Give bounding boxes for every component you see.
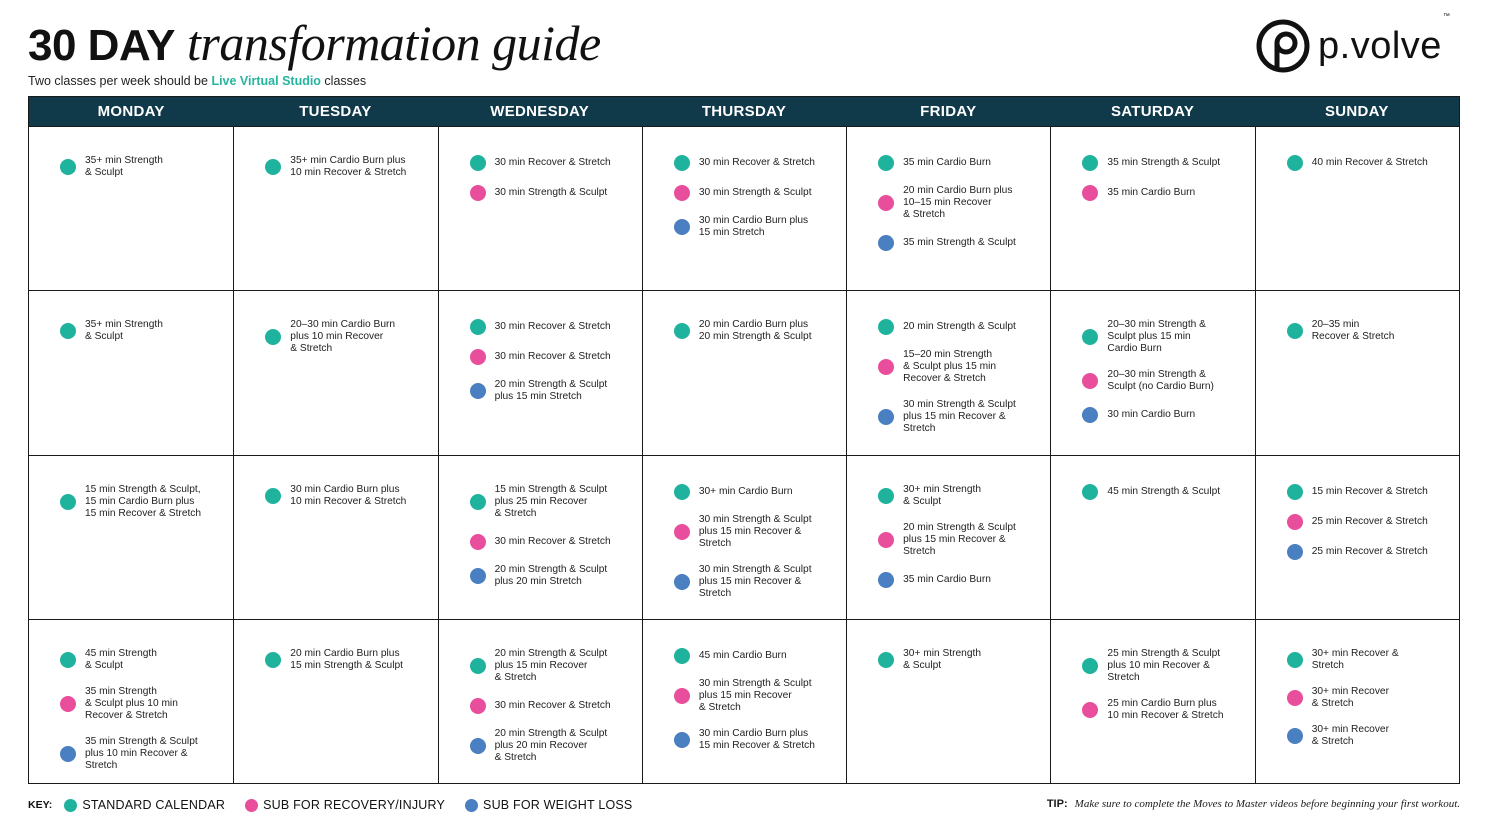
day-cell-week4-tuesday	[233, 619, 437, 783]
workout-text: 30 min Strength & Sculpt plus 15 min Recover & Stretch	[698, 513, 812, 549]
day-cell-week3-thursday	[642, 455, 846, 619]
workout-text: 30 min Strength & Sculpt plus 15 min Recover & Stretch	[698, 677, 812, 713]
workout-item	[265, 319, 427, 355]
key-text: STANDARD CALENDAR	[82, 798, 226, 812]
title-italic: transformation guide	[187, 15, 601, 71]
workout-item	[470, 319, 632, 335]
workout-text: 35 min Cardio Burn	[1107, 187, 1196, 198]
workout-text: 30 min Strength & Sculpt plus 15 min Recover & Stretch	[698, 563, 812, 599]
workout-text: 15 min Strength & Sculpt plus 25 min Recover & Stretch	[494, 483, 608, 519]
workout-text: 35 min Strength & Sculpt	[903, 237, 1016, 248]
workout-item	[470, 534, 632, 550]
day-cell-week4-friday	[846, 619, 1050, 783]
workout-item	[1082, 648, 1244, 684]
workout-text: 30 min Strength & Sculpt	[698, 187, 812, 198]
pink-dot-icon	[1082, 702, 1098, 718]
teal-dot-icon	[60, 159, 76, 175]
workout-text: 30 min Cardio Burn plus 10 min Recover & Stretch	[290, 483, 407, 507]
pink-dot-icon	[470, 185, 486, 201]
workout-text: 35 min Strength & Sculpt plus 10 min Recover & Stretch	[85, 685, 178, 721]
logo-wordmark: p.volve™	[1318, 12, 1451, 67]
pink-dot-icon	[245, 799, 258, 812]
workout-item	[878, 648, 1040, 672]
teal-dot-icon	[1287, 323, 1303, 339]
workout-text: 30 min Cardio Burn plus 15 min Stretch	[698, 215, 809, 238]
teal-dot-icon	[470, 494, 486, 510]
pink-dot-icon	[60, 696, 76, 712]
workout-item	[470, 564, 632, 588]
calendar-grid	[28, 96, 1460, 784]
workout-text: 20–30 min Cardio Burn plus 10 min Recover & Stretch	[290, 319, 396, 355]
teal-dot-icon	[265, 652, 281, 668]
workout-item	[1287, 155, 1449, 171]
workout-item	[470, 349, 632, 365]
title-bold: 30 DAY	[28, 21, 176, 70]
workout-text: 30 min Recover & Stretch	[494, 535, 611, 547]
pink-dot-icon	[1082, 373, 1098, 389]
workout-item	[60, 484, 223, 520]
day-cell-week1-wednesday	[438, 126, 642, 290]
workout-item	[60, 155, 223, 179]
workout-text: 30+ min Strength & Sculpt	[903, 483, 982, 507]
workout-text: 35 min Cardio Burn	[903, 573, 991, 585]
workout-text: 20 min Strength & Sculpt plus 15 min Recover & Stretch	[903, 521, 1016, 557]
workout-item	[60, 736, 223, 772]
page-header	[28, 14, 601, 88]
workout-text: 20 min Strength & Sculpt	[903, 321, 1016, 333]
workout-text: 45 min Cardio Burn	[698, 649, 787, 661]
workout-item	[1287, 484, 1449, 500]
workout-text: 25 min Recover & Stretch	[1311, 515, 1428, 527]
day-header-tuesday: TUESDAY	[233, 97, 437, 126]
blue-dot-icon	[674, 219, 690, 235]
day-header-wednesday: WEDNESDAY	[438, 97, 642, 126]
teal-dot-icon	[674, 323, 690, 339]
workout-text: 30+ min Recover & Stretch	[1311, 647, 1399, 671]
workout-text: 30 min Recover & Stretch	[494, 351, 611, 363]
pink-dot-icon	[674, 688, 690, 704]
workout-text: 20–35 min Recover & Stretch	[1311, 319, 1395, 343]
pink-dot-icon	[878, 359, 894, 375]
day-cell-week2-saturday	[1050, 290, 1254, 454]
workout-item	[878, 484, 1040, 508]
workout-item	[1082, 155, 1244, 171]
day-cell-week4-thursday	[642, 619, 846, 783]
workout-text: 30 min Recover & Stretch	[698, 157, 815, 168]
teal-dot-icon	[60, 652, 76, 668]
teal-dot-icon	[1287, 652, 1303, 668]
workout-item	[878, 349, 1040, 385]
blue-dot-icon	[1287, 728, 1303, 744]
workout-item	[1287, 319, 1449, 343]
subtitle-text: Two classes per week should be	[28, 74, 212, 88]
workout-item	[470, 379, 632, 403]
pink-dot-icon	[1287, 690, 1303, 706]
teal-dot-icon	[878, 652, 894, 668]
pink-dot-icon	[470, 698, 486, 714]
workout-item	[1287, 514, 1449, 530]
day-header-monday: MONDAY	[29, 97, 233, 126]
teal-dot-icon	[1082, 155, 1098, 171]
workout-item	[265, 484, 427, 508]
workout-text: 25 min Strength & Sculpt plus 10 min Recover & Stretch	[1107, 647, 1221, 683]
key-text: SUB FOR WEIGHT LOSS	[483, 798, 633, 812]
workout-item	[878, 522, 1040, 558]
day-header-thursday: THURSDAY	[642, 97, 846, 126]
workout-text: 35+ min Strength & Sculpt	[85, 319, 163, 343]
teal-dot-icon	[265, 488, 281, 504]
workout-text: 30 min Strength & Sculpt plus 15 min Recover & Stretch	[903, 399, 1016, 435]
day-cell-week2-sunday	[1255, 290, 1459, 454]
day-cell-week3-sunday	[1255, 455, 1459, 619]
workout-text: 25 min Cardio Burn plus 10 min Recover & Stretch	[1107, 697, 1224, 721]
day-header-friday: FRIDAY	[846, 97, 1050, 126]
teal-dot-icon	[878, 319, 894, 335]
day-cell-week2-friday	[846, 290, 1050, 454]
day-cell-week4-saturday	[1050, 619, 1254, 783]
workout-item	[674, 215, 836, 239]
key-item	[465, 798, 632, 812]
pvolve-logo-icon	[1254, 17, 1312, 75]
workout-text: 45 min Strength & Sculpt	[1107, 485, 1221, 497]
teal-dot-icon	[60, 494, 76, 510]
workout-item	[265, 155, 427, 179]
blue-dot-icon	[878, 235, 894, 251]
workout-item	[265, 648, 427, 672]
key-text: SUB FOR RECOVERY/INJURY	[263, 798, 446, 812]
teal-dot-icon	[60, 323, 76, 339]
teal-dot-icon	[265, 159, 281, 175]
teal-dot-icon	[470, 658, 486, 674]
day-cell-week4-sunday	[1255, 619, 1459, 783]
subtitle-highlight: Live Virtual Studio	[211, 74, 321, 88]
blue-dot-icon	[1082, 407, 1098, 423]
tip-label: TIP:	[1046, 798, 1068, 810]
blue-dot-icon	[470, 383, 486, 399]
pink-dot-icon	[1287, 514, 1303, 530]
teal-dot-icon	[1082, 329, 1098, 345]
workout-item	[1082, 407, 1244, 423]
day-cell-week1-tuesday	[233, 126, 437, 290]
blue-dot-icon	[674, 732, 690, 748]
day-cell-week4-monday	[29, 619, 233, 783]
day-cell-week1-monday	[29, 126, 233, 290]
blue-dot-icon	[470, 568, 486, 584]
workout-item	[674, 564, 836, 600]
workout-text: 30 min Cardio Burn	[1107, 409, 1196, 421]
teal-dot-icon	[674, 648, 690, 664]
day-cell-week1-saturday	[1050, 126, 1254, 290]
pink-dot-icon	[1082, 185, 1098, 201]
tip	[1047, 798, 1460, 810]
day-cell-week1-thursday	[642, 126, 846, 290]
workout-text: 30+ min Recover & Stretch	[1311, 685, 1389, 709]
tip-text: Make sure to complete the Moves to Master videos before beginning your first workout.	[1074, 798, 1460, 810]
teal-dot-icon	[1082, 658, 1098, 674]
workout-item	[1082, 484, 1244, 500]
workout-item	[1287, 686, 1449, 710]
teal-dot-icon	[64, 799, 77, 812]
workout-item	[1287, 724, 1449, 748]
workout-item	[470, 698, 632, 714]
workout-text: 20 min Strength & Sculpt plus 20 min Recover & Stretch	[494, 727, 608, 763]
key-legend	[64, 798, 652, 812]
workout-item	[674, 155, 836, 171]
workout-item	[674, 728, 836, 752]
workout-item	[878, 319, 1040, 335]
workout-item	[878, 185, 1040, 221]
teal-dot-icon	[674, 484, 690, 500]
workout-text: 15–20 min Strength & Sculpt plus 15 min Recover & Stretch	[903, 349, 997, 385]
workout-text: 30+ min Cardio Burn	[698, 485, 793, 497]
day-cell-week4-wednesday	[438, 619, 642, 783]
day-cell-week3-tuesday	[233, 455, 437, 619]
workout-text: 45 min Strength & Sculpt	[85, 647, 157, 671]
workout-text: 30 min Cardio Burn plus 15 min Recover & Stretch	[698, 727, 815, 751]
teal-dot-icon	[470, 155, 486, 171]
workout-item	[1082, 185, 1244, 201]
workout-item	[470, 728, 632, 764]
day-cell-week2-monday	[29, 290, 233, 454]
workout-item	[878, 235, 1040, 251]
teal-dot-icon	[1082, 484, 1098, 500]
workout-text: 20 min Strength & Sculpt plus 15 min Recover & Stretch	[494, 647, 608, 683]
blue-dot-icon	[1287, 544, 1303, 560]
teal-dot-icon	[470, 319, 486, 335]
workout-text: 20 min Strength & Sculpt plus 15 min Stretch	[494, 379, 608, 403]
workout-text: 30+ min Recover & Stretch	[1311, 723, 1389, 747]
workout-item	[60, 319, 223, 343]
workout-text: 30 min Recover & Stretch	[494, 699, 611, 711]
workout-item	[60, 648, 223, 672]
pink-dot-icon	[674, 524, 690, 540]
workout-text: 35+ min Strength & Sculpt	[85, 155, 163, 178]
pink-dot-icon	[674, 185, 690, 201]
pvolve-logo	[1254, 12, 1468, 76]
workout-item	[1082, 369, 1244, 393]
workout-item	[674, 319, 836, 343]
pink-dot-icon	[470, 349, 486, 365]
workout-text: 20 min Strength & Sculpt plus 20 min Stretch	[494, 563, 608, 587]
workout-item	[674, 648, 836, 664]
key-item	[245, 798, 445, 812]
day-cell-week3-saturday	[1050, 455, 1254, 619]
subtitle-text-end: classes	[320, 74, 367, 88]
teal-dot-icon	[1287, 155, 1303, 171]
subtitle	[28, 74, 601, 88]
blue-dot-icon	[465, 799, 478, 812]
workout-text: 35 min Cardio Burn	[903, 157, 991, 168]
workout-text: 30 min Recover & Stretch	[494, 157, 611, 168]
workout-text: 30 min Strength & Sculpt	[494, 187, 608, 198]
pink-dot-icon	[878, 195, 894, 211]
key-item	[64, 798, 225, 812]
blue-dot-icon	[878, 409, 894, 425]
page-title	[28, 14, 601, 72]
day-cell-week2-thursday	[642, 290, 846, 454]
workout-text: 35 min Strength & Sculpt plus 10 min Recover & Stretch	[85, 735, 198, 771]
teal-dot-icon	[1287, 484, 1303, 500]
day-cell-week1-friday	[846, 126, 1050, 290]
workout-text: 20–30 min Strength & Sculpt plus 15 min Cardio Burn	[1107, 319, 1206, 355]
workout-item	[878, 572, 1040, 588]
day-header-sunday: SUNDAY	[1255, 97, 1459, 126]
workout-text: 20–30 min Strength & Sculpt (no Cardio Burn)	[1107, 369, 1214, 393]
day-header-saturday: SATURDAY	[1050, 97, 1254, 126]
workout-item	[1082, 698, 1244, 722]
day-cell-week3-wednesday	[438, 455, 642, 619]
footer	[28, 796, 1460, 814]
workout-text: 20 min Cardio Burn plus 20 min Strength & Sculpt	[698, 319, 812, 343]
day-cell-week3-monday	[29, 455, 233, 619]
workout-text: 15 min Recover & Stretch	[1311, 485, 1428, 497]
day-cell-week3-friday	[846, 455, 1050, 619]
workout-item	[60, 686, 223, 722]
blue-dot-icon	[470, 738, 486, 754]
workout-item	[1287, 648, 1449, 672]
workout-item	[674, 484, 836, 500]
workout-item	[1082, 319, 1244, 355]
teal-dot-icon	[878, 155, 894, 171]
workout-text: 15 min Strength & Sculpt, 15 min Cardio Burn plus 15 min Recover & Stretch	[85, 483, 202, 519]
workout-item	[470, 155, 632, 171]
workout-item	[878, 155, 1040, 171]
teal-dot-icon	[674, 155, 690, 171]
blue-dot-icon	[674, 574, 690, 590]
workout-text: 20 min Cardio Burn plus 10–15 min Recover & Stretch	[903, 185, 1013, 220]
workout-item	[470, 484, 632, 520]
key-label: KEY:	[28, 799, 53, 811]
teal-dot-icon	[265, 329, 281, 345]
workout-item	[878, 399, 1040, 435]
pink-dot-icon	[878, 532, 894, 548]
workout-item	[674, 185, 836, 201]
workout-item	[1287, 544, 1449, 560]
workout-item	[674, 678, 836, 714]
workout-text: 40 min Recover & Stretch	[1311, 157, 1428, 168]
workout-text: 25 min Recover & Stretch	[1311, 545, 1428, 557]
day-cell-week2-tuesday	[233, 290, 437, 454]
blue-dot-icon	[878, 572, 894, 588]
workout-item	[674, 514, 836, 550]
pink-dot-icon	[470, 534, 486, 550]
workout-text: 35+ min Cardio Burn plus 10 min Recover & Stretch	[290, 155, 407, 178]
teal-dot-icon	[878, 488, 894, 504]
workout-item	[470, 185, 632, 201]
workout-text: 20 min Cardio Burn plus 15 min Strength & Sculpt	[290, 647, 403, 671]
day-cell-week2-wednesday	[438, 290, 642, 454]
workout-text: 35 min Strength & Sculpt	[1107, 157, 1221, 168]
day-cell-week1-sunday	[1255, 126, 1459, 290]
workout-item	[470, 648, 632, 684]
workout-text: 30+ min Strength & Sculpt	[903, 647, 982, 671]
blue-dot-icon	[60, 746, 76, 762]
workout-text: 30 min Recover & Stretch	[494, 321, 611, 333]
